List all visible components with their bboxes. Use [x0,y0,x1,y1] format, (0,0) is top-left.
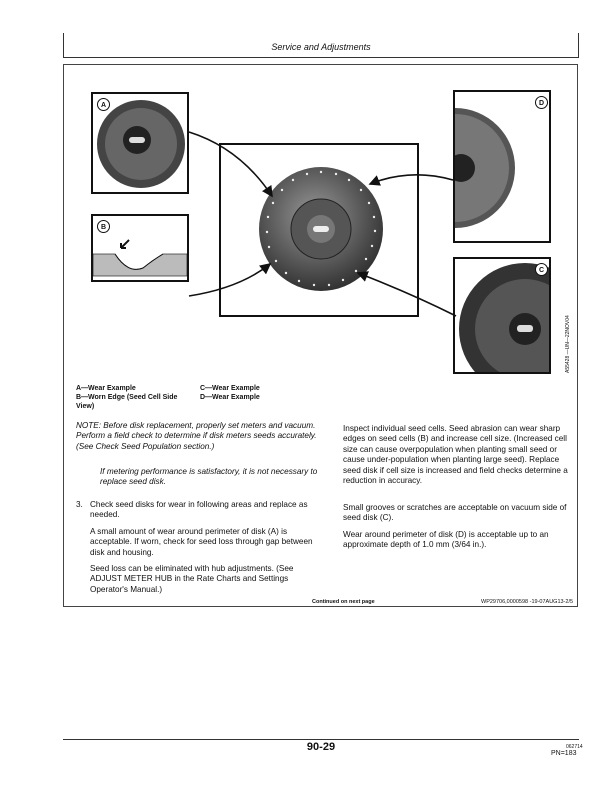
document-code: WP29706,0000598 -19-07AUG13-2/5 [481,599,574,605]
callout-c: C [535,263,548,276]
wear-perimeter-paragraph: A small amount of wear around perimeter of disk (A) is acceptable. If worn, check for seed loss through gap between disk and housing. [90,527,313,557]
callout-a: A [97,98,110,111]
callout-b: B [97,220,110,233]
step-number: 3. [76,500,83,509]
perimeter-depth-paragraph: Wear around perimeter of disk (D) is acceptable up to an approximate depth of 1.0 mm (3/64 in.). [343,530,549,550]
page-header-title: Service and Adjustments [271,42,371,52]
legend-c: C—Wear Example [200,385,260,392]
note-metering-performance: If metering performance is satisfactory, it is not necessary to replace seed disk. [100,467,318,487]
legend-d: D—Wear Example [200,394,260,401]
callout-d: D [535,96,548,109]
continued-note: Continued on next page [312,599,375,605]
header-line [63,57,579,58]
note-disk-replacement: NOTE: Before disk replacement, properly set meters and vacuum. Perform a field check to determine if disk meters seeds accurately. (See Check Seed Population section.) [76,421,317,451]
figure [80,88,560,373]
legend-b: B—Worn Edge (Seed Cell Side View) [76,394,178,410]
legend-a: A—Wear Example [76,385,136,392]
hub-adjustment-paragraph: Seed loss can be eliminated with hub adjustments. (See ADJUST METER HUB in the Rate Charts and Settings Operator's Manual.) [90,564,294,594]
grooves-paragraph: Small grooves or scratches are acceptable on vacuum side of seed disk (C). [343,503,567,523]
leader-arrows [80,88,560,373]
footer-line [63,739,579,740]
step-text: Check seed disks for wear in following areas and replace as needed. [90,500,308,520]
figure-code: A55428 —UN—22NOV04 [565,315,571,373]
page-number: 90-29 [306,741,336,753]
footer-small-code: 062714 [566,744,583,750]
pn-number: PN=183 [551,750,577,757]
seed-cell-paragraph: Inspect individual seed cells. Seed abrasion can wear sharp edges on seed cells (B) and increase cell size. (Increased cell size can cause overpopulation when planting small seed or cause under-population when planting large seed). Replace seed disk if cell size is increased and field checks determine a reduction in accuracy. [343,424,568,486]
